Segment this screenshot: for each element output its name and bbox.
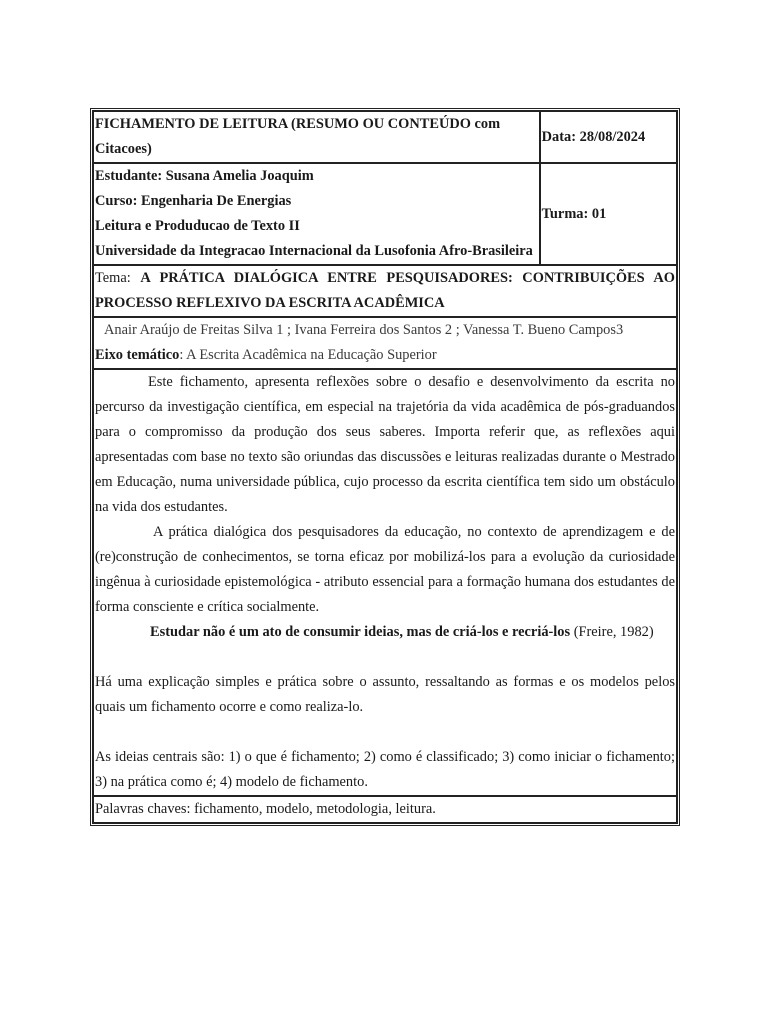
eixo-value: : A Escrita Acadêmica na Educação Superior (179, 347, 437, 363)
class-field: Turma: 01 (540, 163, 677, 265)
paragraph-3: Há uma explicação simples e prática sobre o assunto, ressaltando as formas e os modelos pelos quais um fichamento ocorre e como realiza-lo. (95, 674, 675, 715)
tema-row (93, 265, 677, 317)
authors-row (93, 317, 677, 369)
paragraph-4: As ideias centrais são: 1) o que é fichamento; 2) como é classificado; 3) como iniciar o fichamento; 3) na prática como é; 4) modelo de fichamento. (95, 749, 675, 790)
quote-paragraph (95, 620, 675, 645)
info-row (93, 163, 677, 265)
form-table (92, 110, 678, 824)
paragraph-1: Este fichamento, apresenta reflexões sobre o desafio e desenvolvimento da escrita no percurso da investigação científica, em especial na trajetória da vida acadêmica de pós-graduandos para o compromisso da produção dos seus saberes. Importa referir que, as reflexões aqui apresentadas com base no texto são oriundas das discussões e leituras realizadas durante o Mestrado em Educação, numa universidade pública, cujo processo da escrita científica tem sido um obstáculo na vida dos estudantes. (95, 374, 675, 515)
eixo-label: Eixo temático (95, 347, 180, 363)
student-name: Estudante: Susana Amelia Joaquim (95, 168, 314, 184)
spacer (95, 720, 675, 745)
tema-value: A PRÁTICA DIALÓGICA ENTRE PESQUISADORES: CONTRIBUIÇÕES AO PROCESSO REFLEXIVO DA ESCRITA ACADÊMICA (95, 270, 675, 311)
tema-label: Tema: (95, 270, 141, 286)
spacer (95, 645, 675, 670)
quote-text: Estudar não é um ato de consumir ideias, mas de criá-los e recriá-los (150, 624, 571, 640)
form-title: FICHAMENTO DE LEITURA (RESUMO OU CONTEÚDO com Citacoes) (93, 111, 540, 163)
authors-line: Anair Araújo de Freitas Silva 1 ; Ivana Ferreira dos Santos 2 ; Vanessa T. Bueno Campos3 (104, 322, 624, 338)
info-cell (93, 163, 540, 265)
keywords-row (93, 796, 677, 823)
subject-name: Leitura e Produducao de Texto II (95, 218, 300, 234)
body-cell (93, 369, 677, 796)
date-field: Data: 28/08/2024 (540, 111, 677, 163)
body-row (93, 369, 677, 796)
quote-source: (Freire, 1982) (570, 624, 654, 640)
university-name: Universidade da Integracao Internacional da Lusofonia Afro-Brasileira (95, 243, 533, 259)
header-row (93, 111, 677, 163)
eixo-line (95, 343, 675, 368)
paragraph-2: A prática dialógica dos pesquisadores da educação, no contexto de aprendizagem e de (re)construção de conhecimentos, se torna eficaz por mobilizá-los para a evolução da curiosidade ingênua à curiosidade epistemológica - atributo essencial para a formação humana dos estudantes de forma consciente e crítica socialmente. (95, 524, 675, 615)
tema-cell (93, 265, 677, 317)
keywords-cell: Palavras chaves: fichamento, modelo, metodologia, leitura. (93, 796, 677, 823)
course-name: Curso: Engenharia De Energias (95, 193, 292, 209)
reading-record-form (92, 110, 678, 824)
authors-cell (93, 317, 677, 369)
